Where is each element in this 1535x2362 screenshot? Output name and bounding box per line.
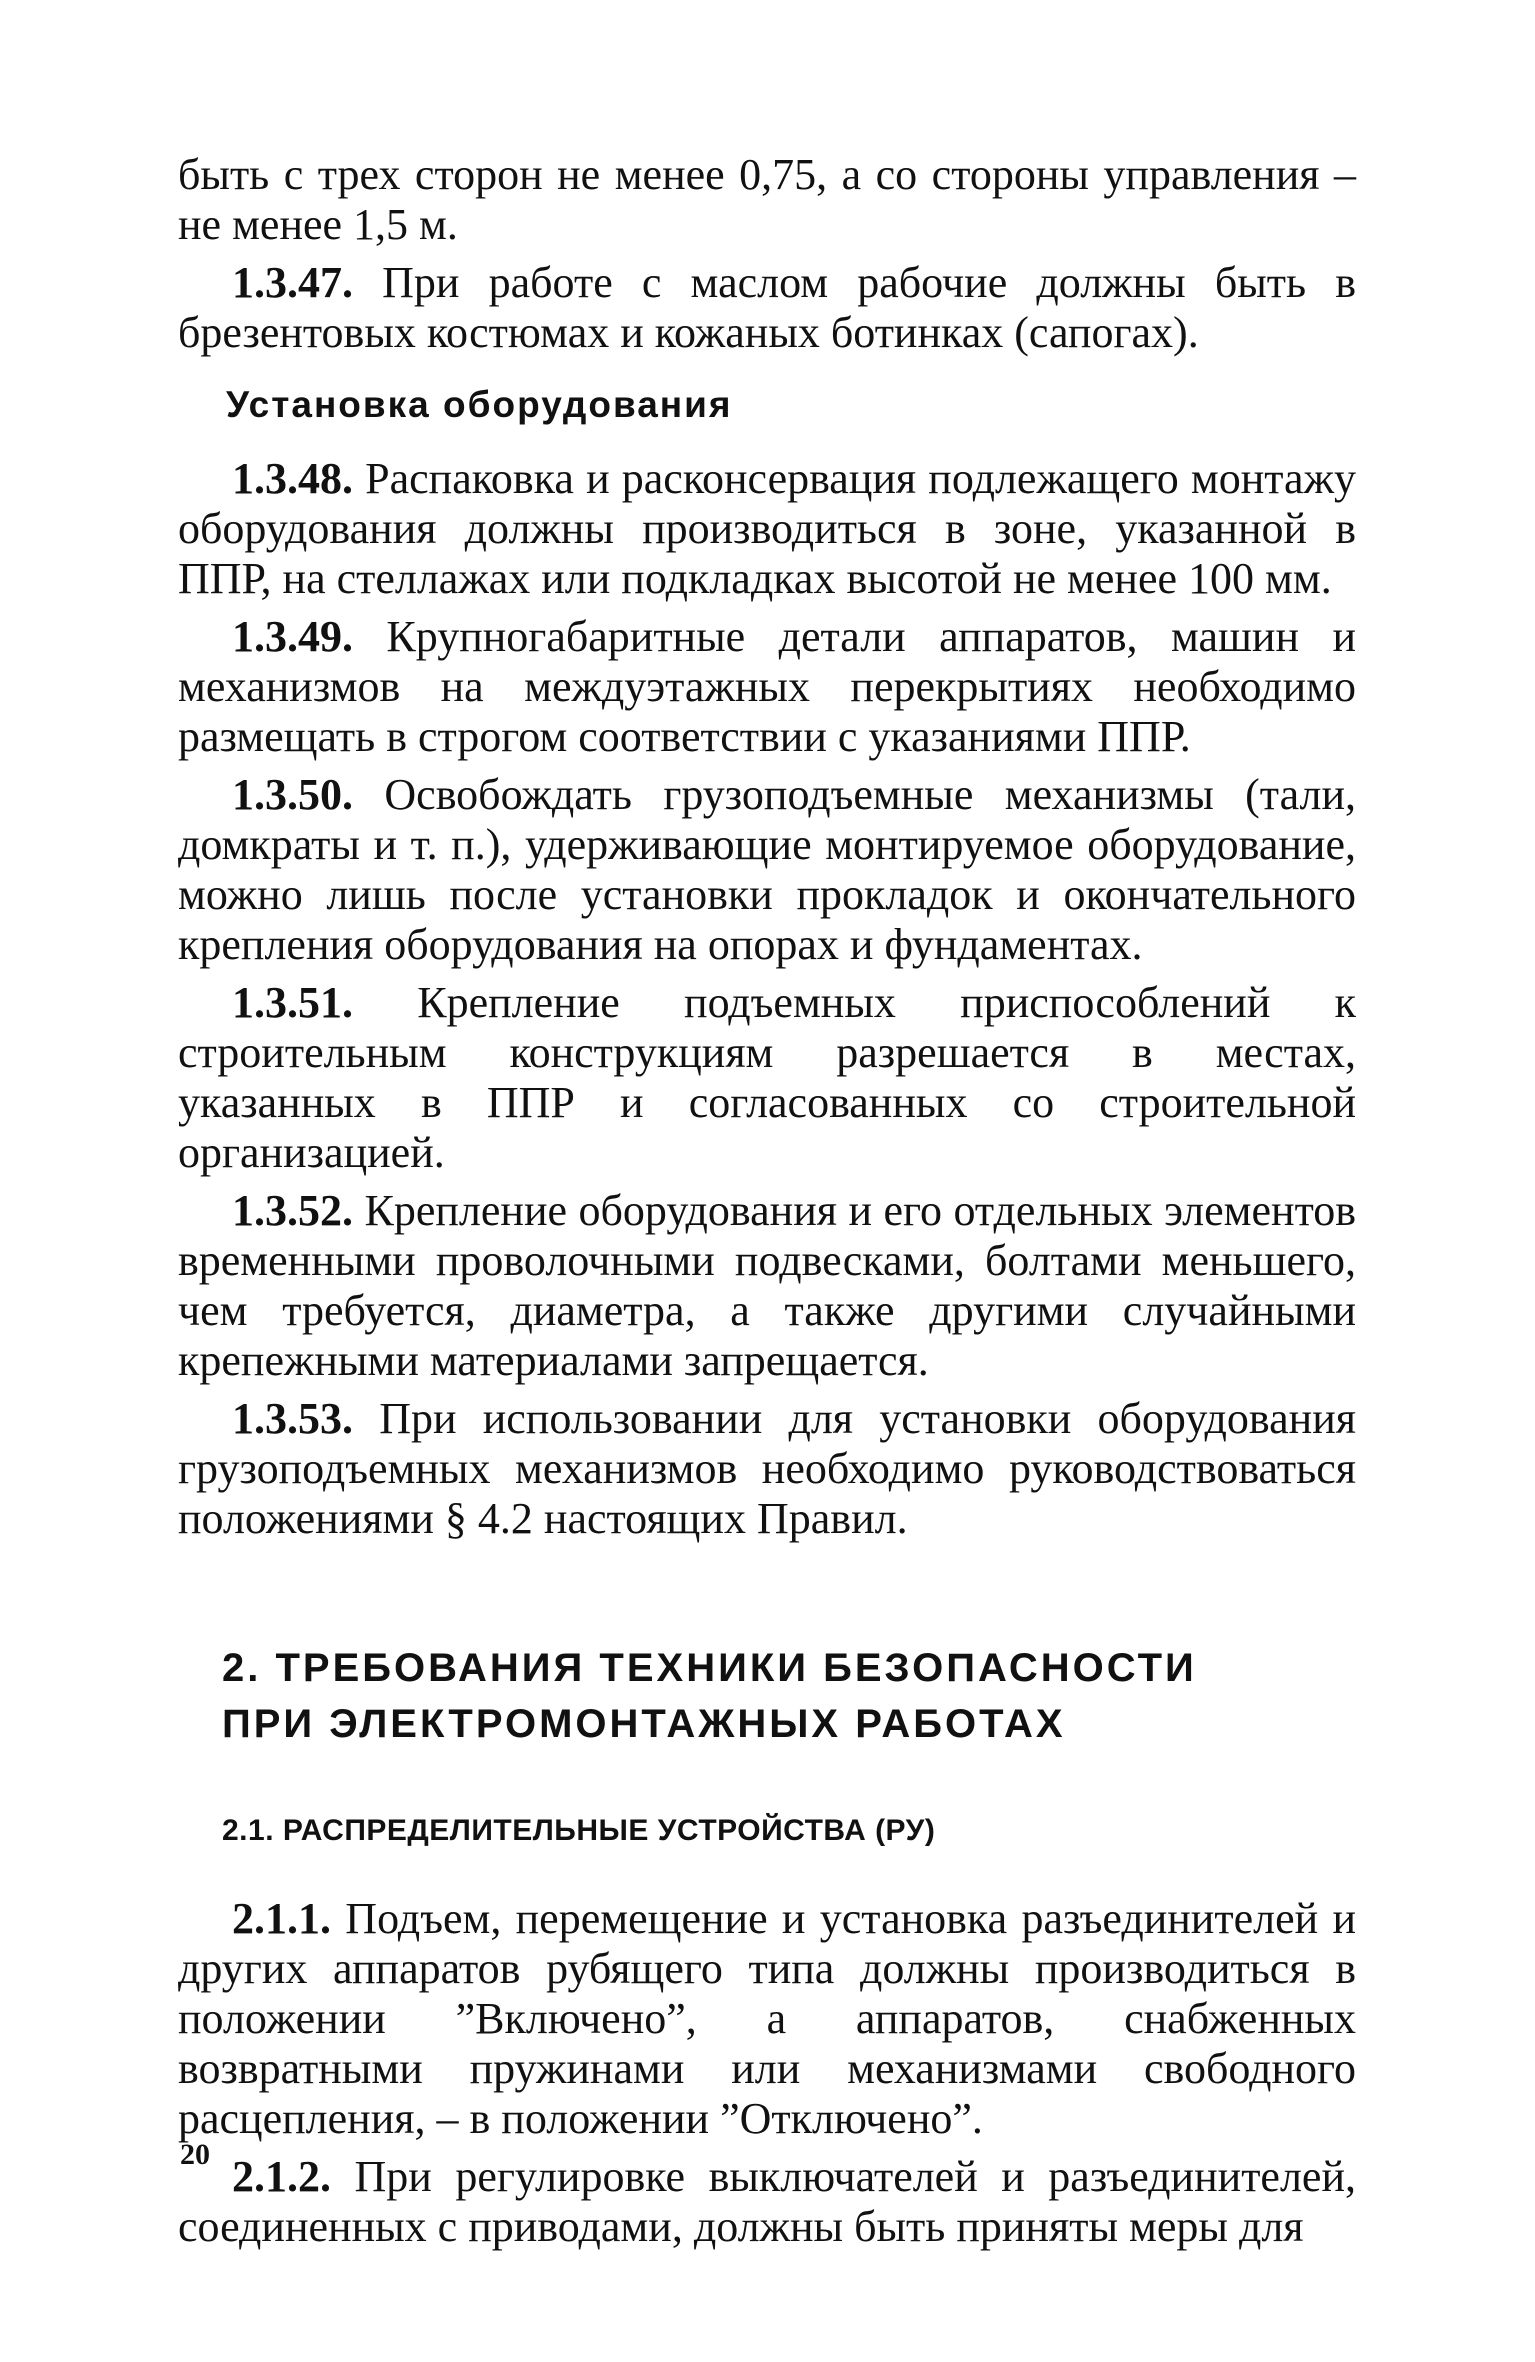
- paragraph-1-3-53: [178, 1394, 1356, 1544]
- chapter-heading-line: ПРИ ЭЛЕКТРОМОНТАЖНЫХ РАБОТАХ: [222, 1702, 1066, 1746]
- page-number: 20: [180, 2138, 210, 2171]
- paragraph-text: При регулировке выключателей и разъединителей, соединенных с приводами, должны быть приняты меры для: [178, 2152, 1356, 2251]
- paragraph-text: Распаковка и расконсервация подлежащего монтажу оборудования должны производиться в зоне, указанной в ППР, на стеллажах или подкладках высотой не менее 100 мм.: [178, 454, 1356, 603]
- paragraph-number: 1.3.49.: [232, 612, 353, 661]
- chapter-heading-line: 2. ТРЕБОВАНИЯ ТЕХНИКИ БЕЗОПАСНОСТИ: [222, 1646, 1197, 1690]
- paragraph-number: 1.3.51.: [232, 978, 353, 1027]
- paragraph-1-3-49: [178, 612, 1356, 762]
- paragraph-text: При использовании для установки оборудования грузоподъемных механизмов необходимо руководствоваться положениями § 4.2 настоящих Правил.: [178, 1394, 1356, 1543]
- paragraph-text: Крепление оборудования и его отдельных элементов временными проволочными подвесками, болтами меньшего, чем требуется, диаметра, а также другими случайными крепежными материалами запрещается.: [178, 1186, 1356, 1385]
- paragraph-number: 1.3.47.: [232, 258, 353, 307]
- section-heading: 2.1. РАСПРЕДЕЛИТЕЛЬНЫЕ УСТРОЙСТВА (РУ): [222, 1814, 936, 1847]
- paragraph-text: Крепление подъемных приспособлений к строительным конструкциям разрешается в местах, указанных в ППР и согласованных со строительной организацией.: [178, 978, 1356, 1177]
- paragraph-text: Подъем, перемещение и установка разъединителей и других аппаратов рубящего типа должны производиться в положении ”Включено”, а аппаратов, снабженных возвратными пружинами или механизмами свободного расцепления, – в положении ”Отключено”.: [178, 1894, 1356, 2143]
- document-page: [178, 150, 1356, 2252]
- paragraph-number: 2.1.1.: [232, 1894, 331, 1943]
- paragraph-number: 1.3.48.: [232, 454, 353, 503]
- paragraph-2-1-1: [178, 1894, 1356, 2144]
- paragraph-number: 2.1.2.: [232, 2152, 331, 2201]
- paragraph-text: Освобождать грузоподъемные механизмы (тали, домкраты и т. п.), удерживающие монтируемое оборудование, можно лишь после установки прокладок и окончательного крепления оборудования на опорах и фундаментах.: [178, 770, 1356, 969]
- paragraph-1-3-51: [178, 978, 1356, 1178]
- paragraph-number: 1.3.52.: [232, 1186, 353, 1235]
- paragraph-1-3-50: [178, 770, 1356, 970]
- paragraph-intro: быть с трех сторон не менее 0,75, а со стороны управления – не менее 1,5 м.: [178, 150, 1356, 249]
- paragraph-text: При работе с маслом рабочие должны быть в брезентовых костюмах и кожаных ботинках (сапогах).: [178, 258, 1356, 357]
- paragraph-1-3-47: [178, 258, 1356, 358]
- paragraph-text: Крупногабаритные детали аппаратов, машин и механизмов на междуэтажных перекрытиях необходимо размещать в строгом соответствии с указаниями ППР.: [178, 612, 1356, 761]
- paragraph-number: 1.3.53.: [232, 1394, 353, 1443]
- paragraph-1-3-48: [178, 454, 1356, 604]
- subheading-equipment-installation: Установка оборудования: [226, 384, 733, 425]
- paragraph-2-1-2: [178, 2152, 1356, 2252]
- paragraph-number: 1.3.50.: [232, 770, 353, 819]
- paragraph-1-3-52: [178, 1186, 1356, 1386]
- chapter-heading: [222, 1640, 1356, 1752]
